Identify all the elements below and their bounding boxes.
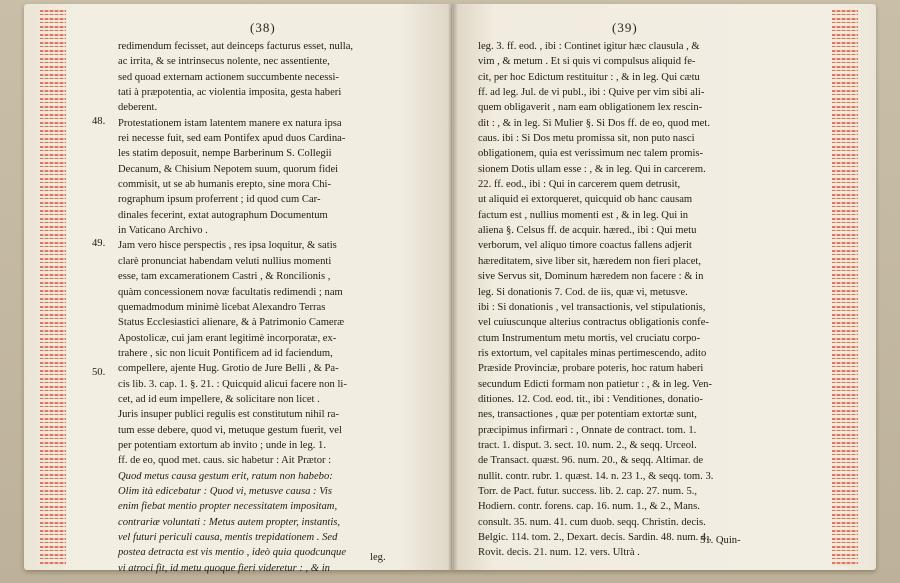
text-line: factum est , nullius momenti est , & in leg. Qui in bbox=[478, 209, 689, 221]
text-line: sed quoad externam actionem succumbente necessi- bbox=[118, 71, 339, 83]
text-line: compellere, ajente Hug. Grotio de Jure Belli , & Pa- bbox=[118, 363, 339, 375]
text-line: vel cuiuscunque alterius contractus obligationis confe- bbox=[478, 317, 709, 329]
text-line: consult. 35. num. 41. cum duob. seqq. Christin. decis. bbox=[478, 516, 706, 528]
text-line: rei necesse fuit, sed eam Pontifex apud duos Cardina- bbox=[118, 133, 346, 145]
right-edge-texture bbox=[832, 10, 858, 566]
text-line: commisit, ut se ab humanis erepto, sine mora Chi- bbox=[118, 179, 332, 191]
text-line: sive Servus sit, Dominum hæredem non facere : & in bbox=[478, 271, 704, 283]
text-line: 22. ff. eod., ibi : Qui in carcerem quem detrusit, bbox=[478, 179, 681, 191]
text-line: vel futuri periculi causa, mentis trepidationem . Sed bbox=[118, 532, 338, 543]
text-line: dit : , & in leg. Si Mulier §. Si Dos ff. de eo, quod met. bbox=[478, 117, 710, 129]
text-line: rographum ipsum proferrent ; id quod cum Car- bbox=[118, 194, 321, 206]
text-line: in Vaticano Archivo . bbox=[118, 225, 208, 237]
text-line: Hodiern. contr. forens. cap. 16. num. 1., & 2., Mans. bbox=[478, 501, 700, 513]
right-page-number: (39) bbox=[612, 20, 638, 35]
text-line: tati à præpotentia, ac violentia imposita, gesta haberi bbox=[118, 87, 342, 99]
text-line: ris extortum, vel capitales minas pertimescendo, adito bbox=[478, 347, 707, 359]
text-line: Protestationem istam latentem manere ex natura ipsa bbox=[118, 117, 342, 129]
text-line: caus. ibi : Si Dos metu promissa sit, non puto nasci bbox=[478, 133, 695, 145]
text-line: quàm concessionem novæ facultatis redimendi ; nam bbox=[118, 286, 343, 298]
text-line: Jam vero hisce perspectis , res ipsa loquitur, & satis bbox=[118, 240, 337, 252]
text-line: ut aliquid ei extorqueret, quicquid ob hanc causam bbox=[478, 194, 693, 206]
text-line: cit, per hoc Edictum restituitur : , & in leg. Qui cætu bbox=[478, 71, 700, 83]
text-line: trahere , sic non licuit Pontificem ad id faciendum, bbox=[118, 347, 333, 359]
left-page-number: (38) bbox=[250, 20, 276, 35]
text-line: cis lib. 3. cap. 1. §. 21. : Quicquid alicui facere non li- bbox=[118, 378, 347, 390]
text-line: Status Ecclesiastici alienare, & à Patrimonio Cameræ bbox=[118, 317, 345, 329]
text-line: redimendum fecisset, aut deinceps facturus esset, nulla, bbox=[118, 41, 354, 52]
text-line: præcipimus infirmari : , Onnate de contract. tom. 1. bbox=[478, 424, 697, 436]
text-line: clarè pronunciat habendam veluti nullius momenti bbox=[118, 255, 332, 267]
text-line: nullit. contr. rubr. 1. quæst. 14. n. 23 1., & seqq. tom. 3. bbox=[478, 470, 714, 482]
text-line: vim , & metum . Et si quis vi compulsus aliquid fe- bbox=[478, 56, 696, 68]
text-line: Quod metus causa gestum erit, ratum non habebo: bbox=[118, 470, 333, 482]
text-line: leg. Si donationis 7. Cod. de iis, quæ vi, metusve. bbox=[478, 286, 688, 298]
text-line: de Transact. quæst. 96. num. 20., & seqq. Altimar. de bbox=[478, 455, 704, 467]
text-line: verborum, vel aliquo timore coactus fallens adjerit bbox=[478, 240, 692, 252]
text-line: nes, transactiones , quæ per potentiam extortæ sunt, bbox=[478, 409, 697, 421]
text-line: deberent. bbox=[118, 102, 158, 114]
text-line: Torr. de Pact. futur. success. lib. 2. cap. 27. num. 5., bbox=[478, 485, 698, 497]
text-line: Præside Provinciæ, probare poteris, hoc ratum haberi bbox=[478, 363, 704, 375]
text-line: Juris insuper publici regulis est constitutum nihil ra- bbox=[118, 409, 339, 421]
left-page-text bbox=[118, 39, 418, 576]
text-line: aliena §. Celsus ff. de acquir. hæred., ibi : Qui metu bbox=[478, 225, 697, 237]
text-line: tum esse debere, quod vi, metuque gestum fuerit, vel bbox=[118, 424, 342, 436]
text-line: dinales fecerint, extat autographum Documentum bbox=[118, 209, 328, 221]
text-line: les statim deposuit, nempe Barberinum S. Collegii bbox=[118, 148, 332, 160]
text-line: Rovit. decis. 21. num. 12. vers. Ultrà . bbox=[478, 547, 640, 559]
text-line: Apostolicæ, cui jam erant legitimè incorporatæ, ex- bbox=[118, 332, 337, 344]
book-gutter bbox=[448, 4, 458, 570]
text-line: cet, ad id eum impellere, & solicitare non licet . bbox=[118, 393, 320, 405]
text-line: postea detracta est vis mentio , ideò quia quodcunque bbox=[118, 547, 347, 559]
text-line: ac irrita, & se intrinsecus nolente, nec assentiente, bbox=[118, 56, 330, 68]
left-edge-texture bbox=[40, 10, 66, 566]
text-line: Olim ità edicebatur : Quod vi, metusve causa : Vis bbox=[118, 485, 332, 497]
text-line: Belgic. 114. tom. 2., Dexart. decis. Sardin. 48. num. 4., bbox=[478, 532, 712, 543]
text-line: ff. ad leg. Jul. de vi publ., ibi : Quive per vim sibi ali- bbox=[478, 87, 705, 99]
paragraph-number: 48. bbox=[92, 116, 106, 127]
left-catchword: leg. bbox=[370, 552, 386, 563]
text-line: ff. de eo, quod met. caus. sic habetur : Ait Prætor : bbox=[118, 455, 332, 467]
text-line: ibi : Si donationis , vel transactionis, vel stipulationis, bbox=[478, 301, 706, 313]
text-line: sionem Dotis ullam esse : , & in leg. Qui in carcerem. bbox=[478, 163, 706, 175]
text-line: quem obligaverit , nam eam obligationem lex rescin- bbox=[478, 102, 703, 114]
text-line: obligationem, quia est verissimum nec talem promis- bbox=[478, 148, 704, 160]
paragraph-number: 49. bbox=[92, 238, 106, 249]
text-line: ditiones. 12. Cod. eod. tit., ibi : Venditiones, donatio- bbox=[478, 393, 703, 405]
text-line: Decanum, & Chisium Nepotem suum, quorum fidei bbox=[118, 163, 339, 175]
text-line: hæreditatem, sive liber sit, hæredem non fieri placet, bbox=[478, 255, 701, 267]
right-page-text bbox=[478, 39, 798, 561]
text-line: per potentiam extortum ab invito ; unde in leg. 1. bbox=[118, 439, 327, 451]
text-line: secundum Edicti formam non patietur : , & in leg. Ven- bbox=[478, 378, 712, 390]
text-line: ctum Instrumentum metu mortis, vel cruciatu corpo- bbox=[478, 332, 701, 344]
text-line: esse, tam excamerationem Castri , & Roncilionis , bbox=[118, 271, 331, 283]
paragraph-number: 50. bbox=[92, 367, 106, 378]
text-line: enim fiebat mentio propter necessitatem impositam, bbox=[118, 501, 338, 513]
right-catchword: 51. Quin- bbox=[700, 535, 741, 546]
text-line: tract. 1. disput. 3. sect. 10. num. 2., & seqq. Urceol. bbox=[478, 439, 697, 451]
text-line: quemadmodum minimè licebat Alexandro Terras bbox=[118, 301, 326, 313]
text-line: contrariæ voluntati : Metus autem propter, instantis, bbox=[118, 516, 341, 528]
text-line: vi atroci fit, id metu quoque fieri videretur : , & in bbox=[118, 562, 330, 574]
text-line: leg. 3. ff. eod. , ibi : Continet igitur hæc clausula , & bbox=[478, 41, 700, 52]
